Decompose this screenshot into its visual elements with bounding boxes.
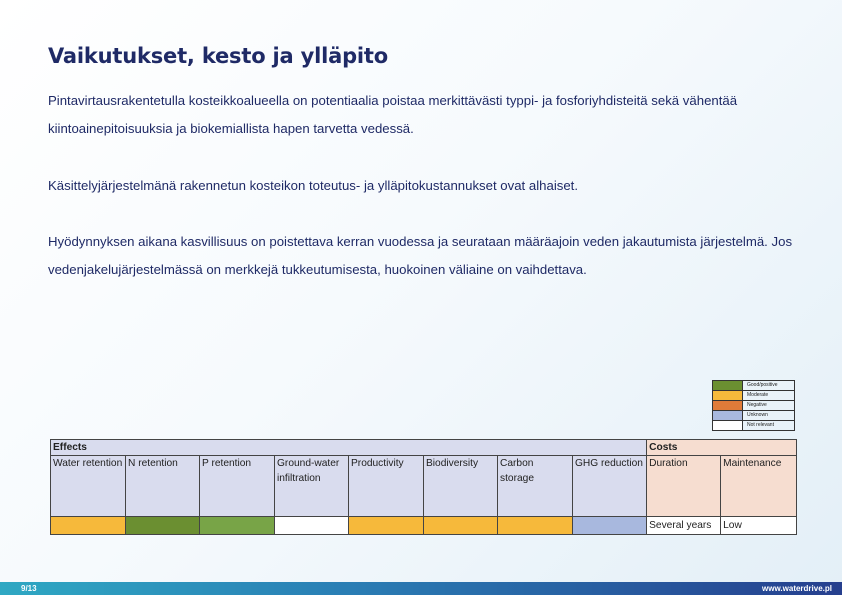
legend-table [712,380,795,431]
legend-label: Good/positive [743,381,795,391]
effect-column-label: GHG reduction [573,456,647,517]
effect-column-label: Ground-water infiltration [275,456,349,517]
legend-label: Not relevant [743,421,795,431]
effect-status-cell [573,517,647,535]
cost-column-label: Duration [647,456,721,517]
effect-column-label: N retention [126,456,200,517]
cost-value-cell: Several years [647,517,721,535]
effects-header: Effects [51,440,647,456]
legend-row [713,411,795,421]
legend-row [713,381,795,391]
legend-swatch [713,421,743,431]
cost-value-cell: Low [721,517,797,535]
effect-column-label: Productivity [349,456,424,517]
legend-swatch [713,381,743,391]
effect-status-cell [349,517,424,535]
effect-status-cell [126,517,200,535]
legend-label: Moderate [743,391,795,401]
effect-column-label: Biodiversity [424,456,498,517]
website-link[interactable]: www.waterdrive.pl [762,584,832,593]
legend-label: Unknown [743,411,795,421]
paragraph-maintenance: Hyödynnyksen aikana kasvillisuus on poistettava kerran vuodessa ja seurataan määräajoin veden jakautumista järjestelmä. Jos vedenjakelujärjestelmässä on merkkejä tukkeutumisesta, huokoinen väliaine on vaihdettava. [48,234,793,277]
legend-swatch [713,401,743,411]
cost-column-label: Maintenance [721,456,797,517]
paragraph-effects: Pintavirtausrakentetulla kosteikkoalueella on potentiaalia poistaa merkittävästi typpi- ja fosforiyhdisteitä sekä vähentää kiintoainepitoisuuksia ja biokemiallista hapen tarvetta vedessä. [48,93,738,136]
paragraph-costs: Käsittelyjärjestelmänä rakennetun kosteikon toteutus- ja ylläpitokustannukset ovat alhaiset. [48,178,578,193]
page-title: Vaikutukset, kesto ja ylläpito [48,44,388,68]
effect-column-label: P retention [200,456,275,517]
effect-column-label: Water retention [51,456,126,517]
legend-swatch [713,391,743,401]
effect-status-cell [498,517,573,535]
effect-status-cell [424,517,498,535]
legend-swatch [713,411,743,421]
legend-row [713,391,795,401]
footer-bar [0,582,842,595]
effects-costs-table [50,439,797,535]
effect-status-cell [51,517,126,535]
legend-row [713,401,795,411]
legend-label: Negative [743,401,795,411]
effect-status-cell [275,517,349,535]
effect-column-label: Carbon storage [498,456,573,517]
legend-row [713,421,795,431]
costs-header: Costs [647,440,797,456]
page-number: 9/13 [21,584,37,593]
effect-status-cell [200,517,275,535]
